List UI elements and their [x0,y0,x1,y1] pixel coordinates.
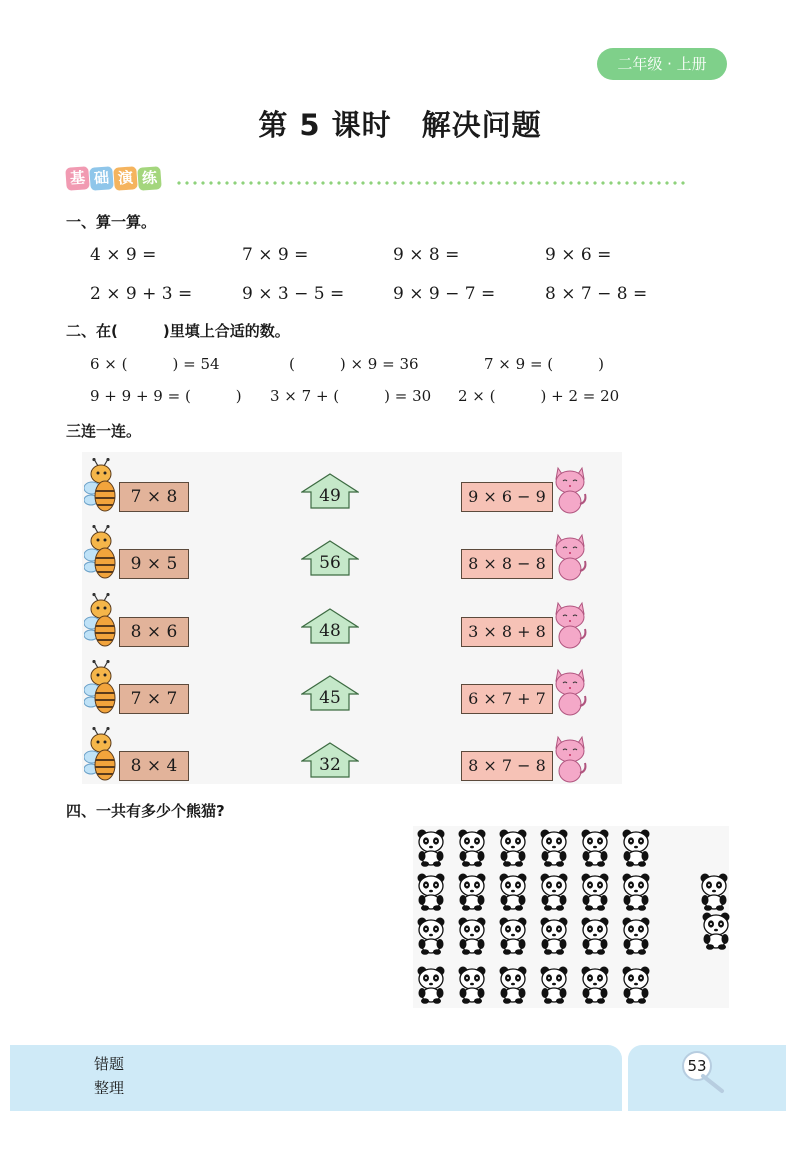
panda-icon [416,966,446,1004]
panda-icon [621,917,651,955]
q2-fill-blank: 6 × ( ) = 54 [90,355,220,373]
panda-icon [621,829,651,867]
bee-icon [84,525,120,583]
q1-expression: 9 × 8 = [393,245,460,265]
cat-icon [553,733,587,783]
panda-icon [539,829,569,867]
bee-icon [84,593,120,651]
bee-icon [84,458,120,516]
q2-fill-blank: 9 + 9 + 9 = ( ) [90,387,242,405]
matching-middle-number: 32 [319,755,341,775]
cat-icon [553,464,587,514]
panda-icon [580,966,610,1004]
q1-expression: 4 × 9 = [90,245,157,265]
matching-left-expression: 8 × 4 [119,751,189,781]
panda-icon [699,873,729,911]
matching-right-expression: 8 × 8 − 8 [461,549,553,579]
panda-icon [457,966,487,1004]
matching-left-expression: 7 × 7 [119,684,189,714]
panda-icon [701,912,731,950]
panda-icon [539,966,569,1004]
matching-middle-number: 45 [319,688,341,708]
q1-expression: 7 × 9 = [242,245,309,265]
q2-fill-blank: 3 × 7 + ( ) = 30 [270,387,432,405]
grade-badge: 二年级 · 上册 [597,48,727,80]
matching-right-expression: 6 × 7 + 7 [461,684,553,714]
mistake-notes-label: 错题 [94,1055,125,1073]
q2-fill-blank: 7 × 9 = ( ) [484,355,605,373]
matching-middle-number: 48 [319,621,341,641]
panda-icon [621,873,651,911]
question-2-title: 二、在( )里填上合适的数。 [66,322,290,340]
page-number: 53 [682,1051,712,1081]
banner-char: 础 [89,166,114,191]
panda-icon [498,873,528,911]
section-banner [66,167,162,197]
banner-char: 演 [113,166,138,191]
panda-icon [580,873,610,911]
bee-icon [84,727,120,785]
matching-right-expression: 8 × 7 − 8 [461,751,553,781]
matching-left-expression: 9 × 5 [119,549,189,579]
mistake-notes-label: 整理 [94,1079,125,1097]
question-4-title: 四、一共有多少个熊猫? [66,802,225,820]
cat-icon [553,666,587,716]
magnifier-icon [700,1074,726,1094]
panda-icon [457,829,487,867]
panda-icon [416,917,446,955]
q1-expression: 9 × 3 − 5 = [242,284,345,304]
cat-icon [553,531,587,581]
banner-char: 练 [137,166,162,191]
panda-icon [621,966,651,1004]
panda-icon [457,917,487,955]
dotted-divider [175,181,685,185]
panda-icon [498,966,528,1004]
question-1-title: 一、算一算。 [66,213,157,231]
panda-icon [416,829,446,867]
bee-icon [84,660,120,718]
matching-right-expression: 3 × 8 + 8 [461,617,553,647]
q2-fill-blank: 2 × ( ) + 2 = 20 [458,387,620,405]
panda-icon [539,873,569,911]
panda-icon [539,917,569,955]
panda-icon [580,917,610,955]
matching-right-expression: 9 × 6 − 9 [461,482,553,512]
q2-fill-blank: ( ) × 9 = 36 [289,355,419,373]
matching-middle-number: 56 [319,553,341,573]
matching-left-expression: 8 × 6 [119,617,189,647]
panda-icon [498,917,528,955]
panda-icon [457,873,487,911]
matching-middle-number: 49 [319,486,341,506]
q1-expression: 8 × 7 − 8 = [545,284,648,304]
panda-icon [580,829,610,867]
banner-char: 基 [65,166,90,191]
q1-expression: 9 × 9 − 7 = [393,284,496,304]
q1-expression: 9 × 6 = [545,245,612,265]
matching-left-expression: 7 × 8 [119,482,189,512]
page-title: 第 5 课时 解决问题 [258,108,542,142]
panda-icon [416,873,446,911]
cat-icon [553,599,587,649]
q1-expression: 2 × 9 + 3 = [90,284,193,304]
panda-icon [498,829,528,867]
question-3-title: 三连一连。 [66,422,142,440]
